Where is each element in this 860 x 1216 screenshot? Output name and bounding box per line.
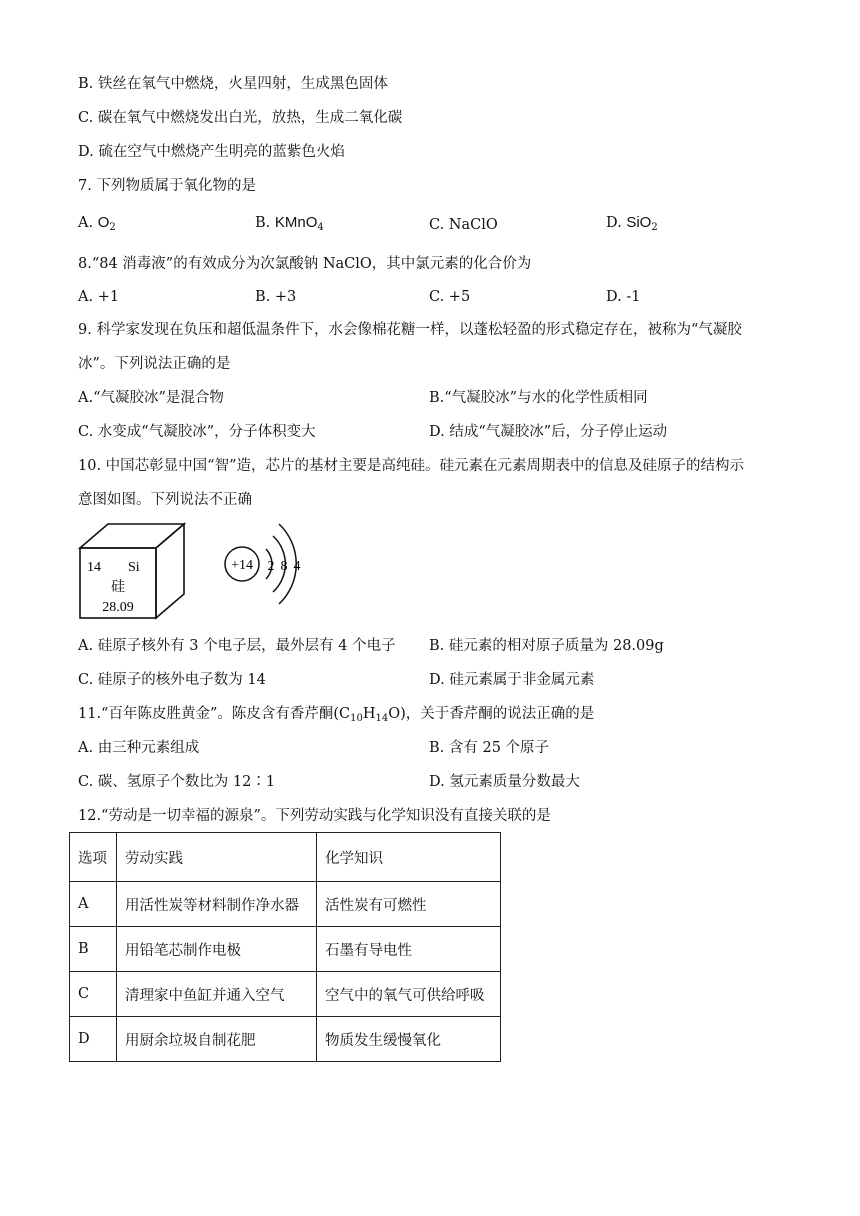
q7-option-a-label: A.	[78, 215, 94, 231]
q7-option-b-label: B.	[255, 215, 271, 231]
row-knowledge: 活性炭有可燃性	[317, 882, 501, 927]
q7-option-c: C. NaClO	[429, 217, 498, 233]
q11-option-a: A. 由三种元素组成	[78, 740, 200, 756]
q8-option-d: D. -1	[606, 289, 641, 305]
row-knowledge: 石墨有导电性	[317, 927, 501, 972]
table-row	[70, 972, 501, 1017]
q7-option-b	[255, 212, 324, 239]
q9-stem-line1: 9. 科学家发现在负压和超低温条件下，水会像棉花糖一样，以蓬松轻盈的形式稳定存在，被称为“气凝胶	[78, 322, 742, 338]
q12-stem: 12.“劳动是一切幸福的源泉”。下列劳动实践与化学知识没有直接关联的是	[78, 808, 551, 824]
shell-1-electrons: 2	[267, 559, 275, 574]
q9-option-d: D. 结成“气凝胶冰”后，分子停止运动	[429, 424, 668, 440]
row-option: C	[70, 972, 117, 1017]
q11-option-b: B. 含有 25 个原子	[429, 740, 550, 756]
q7-option-d-formula: SiO	[626, 214, 652, 231]
q10-option-d: D. 硅元素属于非金属元素	[429, 672, 595, 688]
q11-stem-end: O)，关于香芹酮的说法正确的是	[388, 706, 595, 722]
cube-top-face	[80, 524, 184, 548]
atomic-mass: 28.09	[102, 600, 134, 615]
q8-option-c: C. +5	[429, 289, 471, 305]
q10-option-a: A. 硅原子核外有 3 个电子层，最外层有 4 个电子	[78, 638, 396, 654]
q8-option-b: B. +3	[255, 289, 297, 305]
row-practice: 用铅笔芯制作电极	[117, 927, 317, 972]
q9-option-a: A.“气凝胶冰”是混合物	[78, 390, 224, 406]
q11-hydrogen-subscript: 14	[375, 713, 389, 724]
q7-option-a-formula: O	[97, 214, 110, 231]
q9-option-b: B.“气凝胶冰”与水的化学性质相同	[429, 390, 648, 406]
atomic-number: 14	[87, 560, 101, 575]
q10-stem-line2: 意图如图。下列说法不正确	[78, 492, 252, 508]
atom-structure-figure	[222, 517, 312, 612]
header-option: 选项	[70, 833, 117, 882]
header-practice: 劳动实践	[117, 833, 317, 882]
table-row	[70, 882, 501, 927]
q8-option-a: A. +1	[78, 289, 120, 305]
row-practice: 用活性炭等材料制作净水器	[117, 882, 317, 927]
table-header-row	[70, 833, 501, 882]
q7-option-d	[606, 212, 658, 239]
row-option: D	[70, 1017, 117, 1062]
q10-option-b: B. 硅元素的相对原子质量为 28.09g	[429, 638, 664, 654]
nucleus-charge: +14	[231, 558, 253, 573]
q11-stem-start: 11.“百年陈皮胜黄金”。陈皮含有香芹酮(C	[78, 706, 351, 722]
q11-carbon-subscript: 10	[350, 713, 363, 724]
row-option: B	[70, 927, 117, 972]
q11-stem	[78, 704, 594, 729]
row-knowledge: 物质发生缓慢氧化	[317, 1017, 501, 1062]
labor-practice-table	[69, 832, 501, 1062]
q8-stem: 8.“84 消毒液”的有效成分为次氯酸钠 NaClO，其中氯元素的化合价为	[78, 256, 532, 272]
q9-option-c: C. 水变成“气凝胶冰”，分子体积变大	[78, 424, 316, 440]
row-practice: 用厨余垃圾自制花肥	[117, 1017, 317, 1062]
q6-option-d: D. 硫在空气中燃烧产生明亮的蓝紫色火焰	[78, 144, 345, 160]
q7-option-a-subscript: 2	[109, 222, 116, 233]
q7-option-d-subscript: 2	[651, 222, 658, 233]
cube-side-face	[156, 524, 184, 618]
q11-option-c: C. 碳、氢原子个数比为 12∶1	[78, 774, 276, 790]
row-knowledge: 空气中的氧气可供给呼吸	[317, 972, 501, 1017]
q7-stem: 7. 下列物质属于氧化物的是	[78, 178, 256, 194]
q7-option-d-label: D.	[606, 215, 622, 231]
shell-3-electrons: 4	[293, 559, 301, 574]
q9-stem-line2: 冰”。下列说法正确的是	[78, 356, 231, 372]
row-practice: 清理家中鱼缸并通入空气	[117, 972, 317, 1017]
element-name: 硅	[111, 579, 125, 595]
q7-option-b-formula: KMnO	[274, 214, 318, 231]
q10-option-c: C. 硅原子的核外电子数为 14	[78, 672, 266, 688]
table-row	[70, 1017, 501, 1062]
q11-hydrogen-symbol: H	[362, 706, 376, 722]
table-row	[70, 927, 501, 972]
q6-option-c: C. 碳在氧气中燃烧发出白光，放热，生成二氧化碳	[78, 110, 403, 126]
shell-2-electrons: 8	[280, 559, 288, 574]
element-symbol: Si	[128, 560, 140, 575]
q11-option-d: D. 氢元素质量分数最大	[429, 774, 580, 790]
q7-option-a	[78, 212, 116, 239]
row-option: A	[70, 882, 117, 927]
q10-stem-line1: 10. 中国芯彰显中国“智”造，芯片的基材主要是高纯硅。硅元素在元素周期表中的信息及硅原子的结构示	[78, 458, 744, 474]
q7-option-b-subscript: 4	[317, 222, 324, 233]
q6-option-b: B. 铁丝在氧气中燃烧，火星四射，生成黑色固体	[78, 76, 388, 92]
element-cell-figure	[76, 520, 191, 622]
header-knowledge: 化学知识	[317, 833, 501, 882]
